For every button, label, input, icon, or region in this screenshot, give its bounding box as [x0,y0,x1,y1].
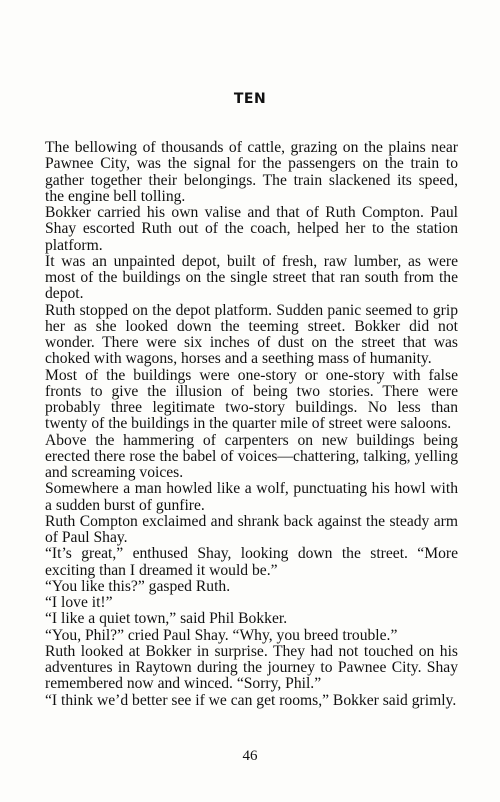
paragraph: “You, Phil?” cried Paul Shay. “Why, you breed trouble.” [45,626,398,644]
paragraph: Somewhere a man howled like a wolf, punctuating his howl with a sudden burst of gunfire. [45,480,458,514]
paragraph: “I love it!” [45,594,113,611]
paragraph: “You like this?” gasped Ruth. [45,577,231,595]
chapter-body [45,140,458,709]
paragraph: Ruth stopped on the depot platform. Sudden panic seemed to grip her as she looked down the teeming street. Bokker did not wonder. There were six inches of dust on the street that was choked with wagons, horses and a seething mass of humanity. [45,301,458,368]
paragraph: “I like a quiet town,” said Phil Bokker. [45,610,288,628]
paragraph: Ruth looked at Bokker in surprise. They had not touched on his adventures in Raytown during the journey to Pawnee City. Shay remembered now and winced. “Sorry, Phil.” [45,642,458,693]
paragraph: Above the hammering of carpenters on new buildings being erected there rose the babel of voices—chattering, talking, yelling and screaming voices. [45,431,458,481]
chapter-title: TEN [233,91,267,107]
paragraph: Bokker carried his own valise and that of Ruth Compton. Paul Shay escorted Ruth out of the coach, helped her to the station platform. [45,204,458,254]
paragraph: Ruth Compton exclaimed and shrank back against the steady arm of Paul Shay. [45,512,458,546]
paragraph: Most of the buildings were one-story or one-story with false fronts to give the illusion of being two stories. There were probably three legitimate two-story buildings. No less than twenty of the buildings in the quarter mile of street were saloons. [45,366,458,433]
paragraph: “It’s great,” enthused Shay, looking down the street. “More exciting than I dreamed it would be.” [45,545,458,579]
page-number: 46 [242,748,258,764]
paragraph: The bellowing of thousands of cattle, grazing on the plains near Pawnee City, was the signal for the passengers on the train to gather together their belongings. The train slackened its speed, the engine bell tolling. [45,139,458,205]
paragraph: “I think we’d better see if we can get rooms,” Bokker said grimly. [45,691,457,709]
paragraph: It was an unpainted depot, built of fresh, raw lumber, as were most of the buildings on the single street that ran south from the depot. [45,252,458,303]
